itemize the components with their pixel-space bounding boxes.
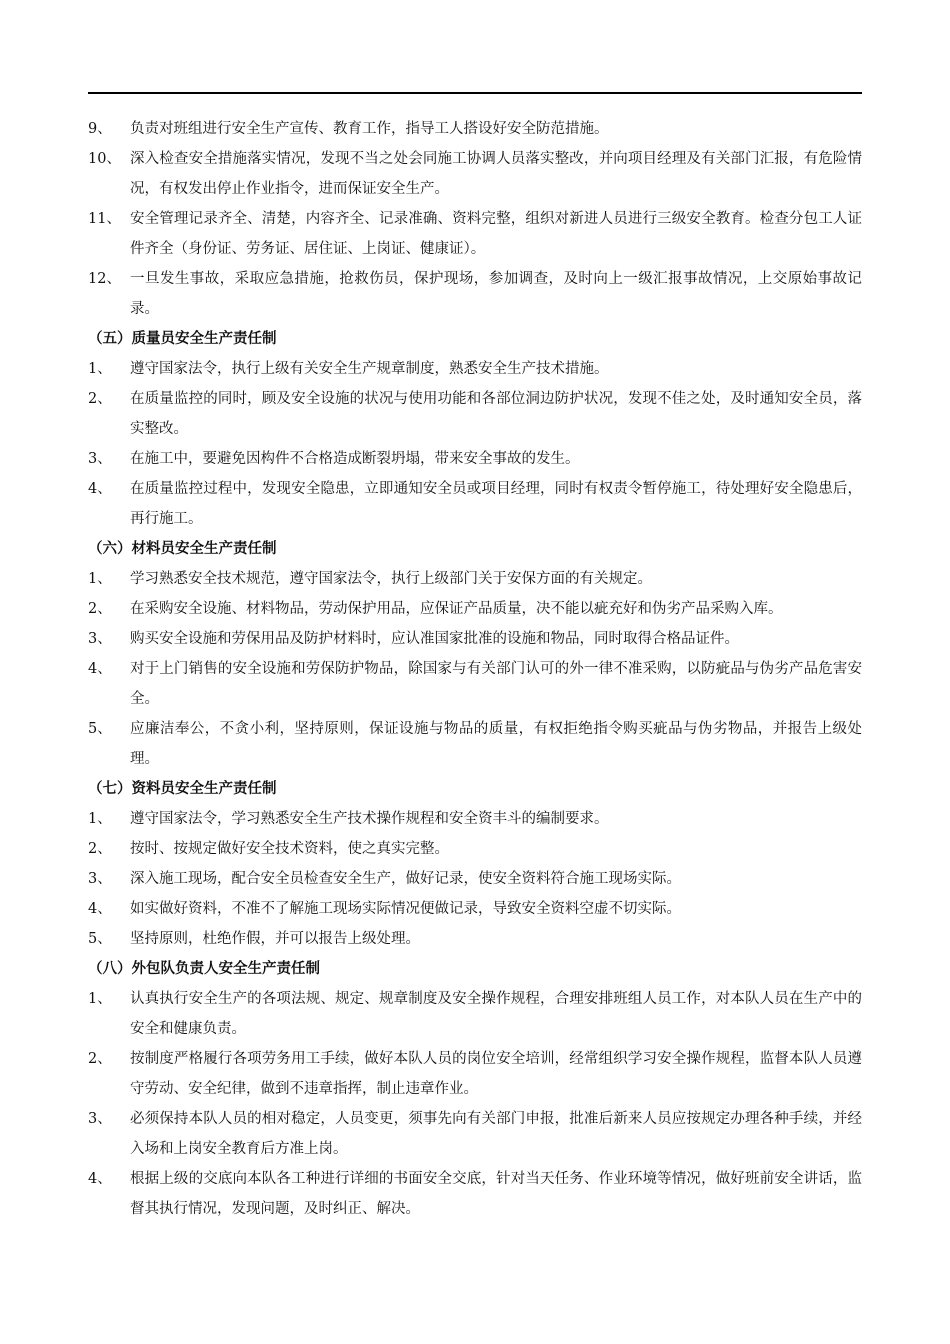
list-item (88, 624, 862, 654)
item-text: 必须保持本队人员的相对稳定，人员变更，须事先向有关部门申报，批准后新来人员应按规定办理各种手续，并经入场和上岗安全教育后方准上岗。 (130, 1111, 862, 1157)
item-number: 2、 (88, 841, 112, 857)
item-number: 3、 (88, 631, 112, 647)
list-item (88, 114, 862, 144)
list-item (88, 864, 862, 894)
item-text: 对于上门销售的安全设施和劳保防护物品，除国家与有关部门认可的外一律不准采购，以防疵品与伪劣产品危害安全。 (130, 661, 862, 707)
item-number: 4、 (88, 1171, 112, 1187)
section-heading-quality: （五）质量员安全生产责任制 (88, 331, 277, 347)
item-number: 10、 (88, 151, 121, 167)
item-number: 2、 (88, 1051, 112, 1067)
list-item (88, 654, 862, 714)
list-item (88, 444, 862, 474)
item-text: 根据上级的交底向本队各工种进行详细的书面安全交底，针对当天任务、作业环境等情况，做好班前安全讲话，监督其执行情况，发现问题，及时纠正、解决。 (130, 1171, 862, 1217)
item-text: 认真执行安全生产的各项法规、规定、规章制度及安全操作规程，合理安排班组人员工作，对本队人员在生产中的安全和健康负责。 (130, 991, 862, 1037)
list-item (88, 1044, 862, 1104)
list-item (88, 984, 862, 1044)
item-text: 在质量监控的同时，顾及安全设施的状况与使用功能和各部位洞边防护状况，发现不佳之处，及时通知安全员，落实整改。 (130, 391, 862, 437)
list-item (88, 834, 862, 864)
item-text: 购买安全设施和劳保用品及防护材料时，应认准国家批准的设施和物品，同时取得合格品证件。 (130, 631, 739, 647)
list-item (88, 924, 862, 954)
item-number: 4、 (88, 901, 112, 917)
item-number: 1、 (88, 571, 112, 587)
item-number: 1、 (88, 811, 112, 827)
section-heading-materials: （六）材料员安全生产责任制 (88, 541, 277, 557)
list-item (88, 1104, 862, 1164)
item-text: 遵守国家法令，执行上级有关安全生产规章制度，熟悉安全生产技术措施。 (130, 361, 609, 377)
item-text: 安全管理记录齐全、清楚，内容齐全、记录准确、资料完整，组织对新进人员进行三级安全教育。检查分包工人证件齐全（身份证、劳务证、居住证、上岗证、健康证）。 (130, 211, 862, 257)
item-text: 在施工中，要避免因构件不合格造成断裂坍塌，带来安全事故的发生。 (130, 451, 580, 467)
item-number: 2、 (88, 601, 112, 617)
list-item (88, 594, 862, 624)
item-number: 2、 (88, 391, 112, 407)
item-text: 遵守国家法令，学习熟悉安全生产技术操作规程和安全资丰斗的编制要求。 (130, 811, 609, 827)
list-item (88, 804, 862, 834)
list-item (88, 894, 862, 924)
item-number: 3、 (88, 1111, 112, 1127)
item-number: 3、 (88, 871, 112, 887)
section-heading-subcontractor: （八）外包队负责人安全生产责任制 (88, 961, 320, 977)
item-number: 5、 (88, 931, 112, 947)
list-item (88, 564, 862, 594)
item-text: 学习熟悉安全技术规范，遵守国家法令，执行上级部门关于安保方面的有关规定。 (130, 571, 652, 587)
item-number: 11、 (88, 211, 121, 227)
item-text: 深入施工现场，配合安全员检查安全生产，做好记录，使安全资料符合施工现场实际。 (130, 871, 681, 887)
item-text: 一旦发生事故，采取应急措施，抢救伤员，保护现场，参加调查，及时向上一级汇报事故情况，上交原始事故记录。 (130, 271, 862, 317)
list-item (88, 714, 862, 774)
list-item (88, 474, 862, 534)
item-text: 坚持原则，杜绝作假，并可以报告上级处理。 (130, 931, 420, 947)
item-number: 3、 (88, 451, 112, 467)
item-number: 12、 (88, 271, 121, 287)
item-number: 1、 (88, 991, 112, 1007)
list-item (88, 1164, 862, 1224)
list-item (88, 204, 862, 264)
item-text: 应廉洁奉公，不贪小利，坚持原则，保证设施与物品的质量，有权拒绝指令购买疵品与伪劣物品，并报告上级处理。 (130, 721, 862, 767)
item-number: 4、 (88, 481, 112, 497)
list-item (88, 144, 862, 204)
list-item (88, 264, 862, 324)
item-text: 如实做好资料，不准不了解施工现场实际情况便做记录，导致安全资料空虚不切实际。 (130, 901, 681, 917)
section-heading-records: （七）资料员安全生产责任制 (88, 781, 277, 797)
item-text: 负责对班组进行安全生产宣传、教育工作，指导工人搭设好安全防范措施。 (130, 121, 609, 137)
item-text: 在质量监控过程中，发现安全隐患，立即通知安全员或项目经理，同时有权责令暂停施工，待处理好安全隐患后，再行施工。 (130, 481, 862, 527)
document-body (88, 114, 862, 1224)
item-number: 4、 (88, 661, 112, 677)
item-number: 1、 (88, 361, 112, 377)
item-text: 按时、按规定做好安全技术资料，使之真实完整。 (130, 841, 449, 857)
item-text: 在采购安全设施、材料物品，劳动保护用品，应保证产品质量，决不能以疵充好和伪劣产品采购入库。 (130, 601, 783, 617)
item-number: 5、 (88, 721, 112, 737)
item-number: 9、 (88, 121, 112, 137)
list-item (88, 354, 862, 384)
header-rule (88, 92, 862, 94)
item-text: 按制度严格履行各项劳务用工手续，做好本队人员的岗位安全培训，经常组织学习安全操作规程，监督本队人员遵守劳动、安全纪律，做到不违章指挥，制止违章作业。 (130, 1051, 862, 1097)
item-text: 深入检查安全措施落实情况，发现不当之处会同施工协调人员落实整改，并向项目经理及有关部门汇报，有危险情况，有权发出停止作业指令，进而保证安全生产。 (130, 151, 862, 197)
list-item (88, 384, 862, 444)
